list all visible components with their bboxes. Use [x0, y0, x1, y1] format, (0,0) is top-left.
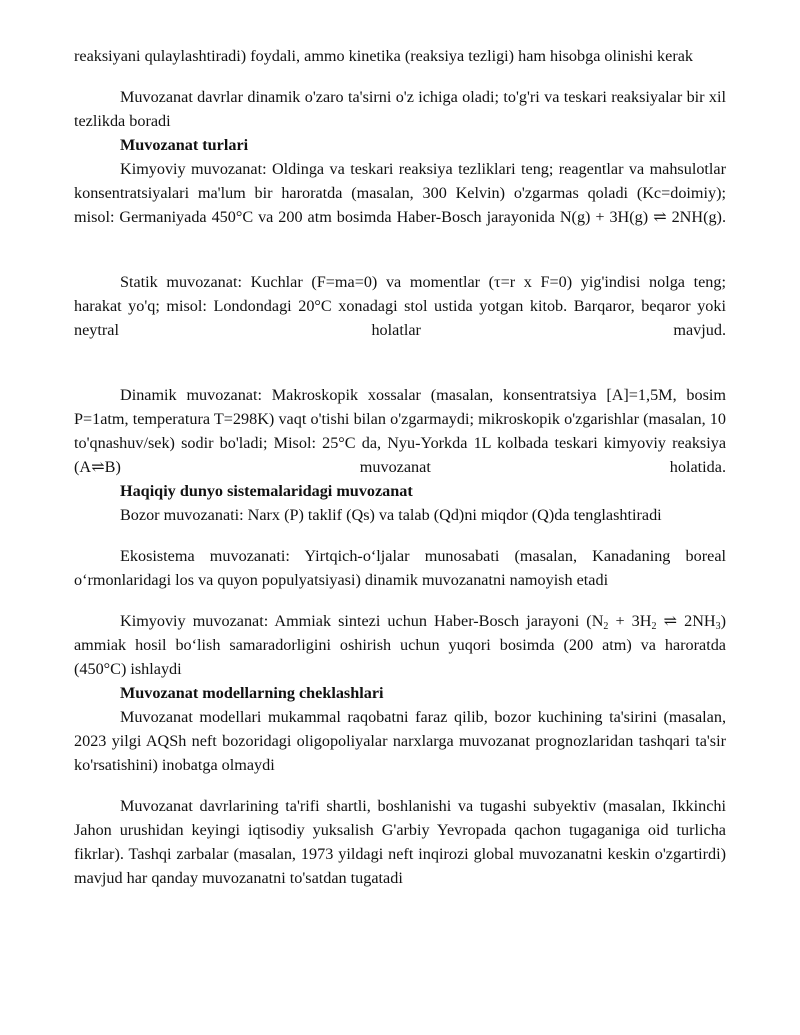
text-segment: + 3H: [608, 612, 652, 630]
paragraph-dynamic-equilibrium: Dinamik muvozanat: Makroskopik xossalar (masalan, konsentratsiya [A]=1,5M, bosim P=1atm, temperatura T=298K) vaqt o'tishi bilan o'zgarmaydi; mikroskopik o'zgarishlar (masalan, 10 to'qnashuv/sek) sodir bo'ladi; Misol: 25°C da, Nyu-Yorkda 1L kolbada teskari kimyoviy reaksiya (A⇌B) muvozanat holatida.: [74, 386, 726, 476]
text-segment: Kimyoviy muvozanat: Ammiak sintezi uchun Haber-Bosch jarayoni (N: [120, 612, 604, 630]
paragraph-model-assumptions: Muvozanat modellari mukammal raqobatni faraz qilib, bozor kuchining ta'sirini (masalan, 2023 yilgi AQSh neft bozoridagi oligopoliyalar narxlarga muvozanat prognozlaridan tashqari ta'sir ko'rsatishini) inobatga olmaydi: [74, 708, 726, 774]
heading-equilibrium-types: Muvozanat turlari: [120, 136, 249, 154]
document-page: [74, 44, 726, 890]
paragraph-chemical-equilibrium: Kimyoviy muvozanat: Oldinga va teskari reaksiya tezliklari teng; reagentlar va mahsulotlar konsentratsiyalari ma'lum bir haroratda (masalan, 300 Kelvin) o'zgarmas qoladi (Kc=doimiy); misol: Germaniyada 450°C va 200 atm bosimda Haber-Bosch jarayonida N(g) + 3H(g) ⇌ 2NH(g).: [74, 160, 726, 226]
subscript: 2: [603, 621, 609, 632]
subscript: 3: [715, 621, 721, 632]
paragraph-static-equilibrium: Statik muvozanat: Kuchlar (F=ma=0) va momentlar (τ=r x F=0) yig'indisi nolga teng; harakat yo'q; misol: Londondagi 20°C xonadagi stol ustida yotgan kitob. Barqaror, beqaror yoki neytral holatlar mavjud.: [74, 273, 726, 339]
paragraph-continuation: reaksiyani qulaylashtiradi) foydali, ammo kinetika (reaksiya tezligi) ham hisobga olinishi kerak: [74, 47, 693, 65]
paragraph-ecosystem-equilibrium: Ekosistema muvozanati: Yirtqich-o‘ljalar munosabati (masalan, Kanadaning boreal o‘rmonlaridagi los va quyon populyatsiyasi) dinamik muvozanatni namoyish etadi: [74, 547, 726, 589]
text-segment: ⇌ 2NH: [656, 612, 716, 630]
subscript: 2: [651, 621, 657, 632]
heading-real-world-systems: Haqiqiy dunyo sistemalaridagi muvozanat: [120, 482, 413, 500]
heading-model-limitations: Muvozanat modellarning cheklashlari: [120, 684, 384, 702]
paragraph-equilibrium-periods: Muvozanat davrlar dinamik o'zaro ta'sirni o'z ichiga oladi; to'g'ri va teskari reaksiyalar bir xil tezlikda boradi: [74, 88, 726, 130]
text-segment: ) ammiak hosil bo‘lish samaradorligini oshirish uchun yuqori bosimda (200 atm) va haroratda (450°C) ishlaydi: [74, 612, 726, 678]
paragraph-haber-bosch: [74, 609, 726, 681]
paragraph-market-equilibrium: Bozor muvozanati: Narx (P) taklif (Qs) va talab (Qd)ni miqdor (Q)da tenglashtiradi: [120, 506, 662, 524]
paragraph-period-definitions: Muvozanat davrlarining ta'rifi shartli, boshlanishi va tugashi subyektiv (masalan, Ikkinchi Jahon urushidan keyingi iqtisodiy yuksalish G'arbiy Yevropada qachon tugaganiga oid turlicha fikrlar). Tashqi zarbalar (masalan, 1973 yildagi neft inqirozi global muvozanatni keskin o'zgartirdi) mavjud har qanday muvozanatni to'satdan tugatadi: [74, 797, 726, 887]
